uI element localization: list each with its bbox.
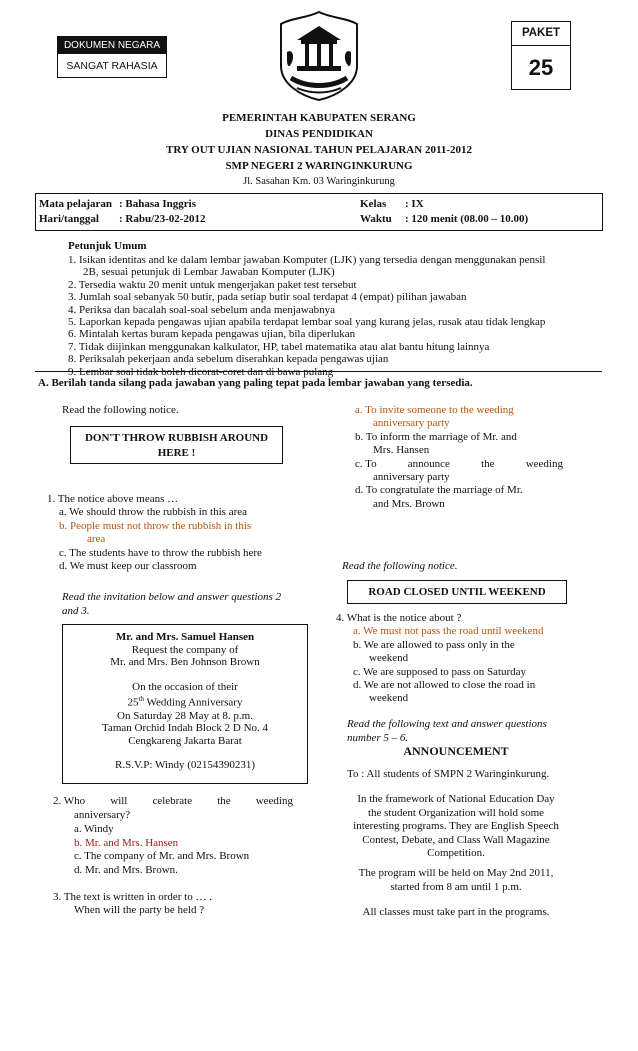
petunjuk-item: 8. Periksalah pekerjaan anda sebelum diserahkan kepada pengawas ujian <box>68 353 389 366</box>
petunjuk-item: 1. Isikan identitas and ke dalam lembar jawaban Komputer (LJK) yang tersedia dengan menggunakan pensil <box>68 254 546 266</box>
kabupaten-serang-logo <box>267 8 371 104</box>
rubbish-notice-line-1: DON'T THROW RUBBISH AROUND <box>84 432 269 444</box>
announcement-paragraph-2: The program will be held on May 2nd 2011, started from 8 am until 1 p.m. <box>358 867 554 893</box>
petunjuk-title: Petunjuk Umum <box>68 240 147 252</box>
class-value: : IX <box>405 198 424 210</box>
question-1-stem: 1. The notice above means … <box>47 493 179 505</box>
exam-info-box <box>35 193 603 231</box>
q2-option-b[interactable]: b. Mr. and Mrs. Hansen <box>74 836 179 849</box>
invitation-anniversary: 25th Wedding Anniversary <box>127 695 243 710</box>
q2-option-a[interactable]: a. Windy <box>74 823 114 836</box>
paket-label: PAKET <box>521 27 561 39</box>
road-closed-notice-box <box>347 580 567 604</box>
invitation-date: On Saturday 28 May at 8. p.m. <box>117 709 253 722</box>
q1-option-b-cont: area <box>87 533 106 546</box>
class-label: Kelas <box>360 198 387 210</box>
q4-option-d[interactable]: d. We are not allowed to close the road in <box>353 679 536 692</box>
petunjuk-item: 2B, sesuai petunjuk di Lembar Jawaban Komputer (LJK) <box>83 266 335 279</box>
question-1 <box>47 493 307 573</box>
road-closed-notice-text: ROAD CLOSED UNTIL WEEKEND <box>368 586 546 598</box>
rubbish-notice-line-2: HERE ! <box>157 447 196 459</box>
q3-option-d[interactable]: d. To congratulate the marriage of Mr. <box>355 484 523 497</box>
q4-option-a[interactable]: a. We must not pass the road until weekend <box>353 625 544 638</box>
invitation-place-1: Taman Orchid Indah Block 2 D No. 4 <box>101 722 269 735</box>
date-label: Hari/tanggal <box>39 213 99 225</box>
header-line-2: DINAS PENDIDIKAN <box>265 128 373 140</box>
question-2: 2. Who will celebrate the weeding anniversary? a. Windy b. Mr. and Mrs. Hansen c. The company of Mr. and Mrs. Brown d. Mr. and Mrs. Brown. <box>53 795 293 876</box>
petunjuk-item: 6. Mintalah kertas buram kepada pengawas ujian, bila diperlukan <box>68 328 356 341</box>
invitation-rsvp: R.S.V.P: Windy (02154390231) <box>114 759 256 772</box>
badge-sangat-rahasia: SANGAT RAHASIA <box>66 60 158 72</box>
read-notice-2-instruction: Read the following notice. <box>342 560 458 572</box>
read-text-instruction: Read the following text and answer questions number 5 – 6. <box>347 718 547 744</box>
petunjuk-item: 3. Jumlah soal sebanyak 50 butir, pada setiap butir soal terdapat 4 (empat) pilihan jawaban <box>68 291 467 304</box>
q2-option-d[interactable]: d. Mr. and Mrs. Brown. <box>74 863 178 876</box>
announcement-title: ANNOUNCEMENT <box>403 744 509 758</box>
time-value: : 120 menit (08.00 – 10.00) <box>405 213 529 225</box>
q1-option-b[interactable]: b. People must not throw the rubbish in this <box>59 519 252 532</box>
document-classification-badge <box>57 36 167 78</box>
invitation-card <box>62 624 308 784</box>
petunjuk-item: 5. Laporkan kepada pengawas ujian apabila terdapat lembar soal yang kurang jelas, rusak atau tidak lengkap <box>68 316 546 329</box>
invitation-hosts: Mr. and Mrs. Samuel Hansen <box>115 631 255 643</box>
petunjuk-item: 7. Tidak diijinkan menggunakan kalkulator, HP, tabel matematika atau alat bantu hitung lainnya <box>68 340 490 353</box>
badge-dokumen-negara: DOKUMEN NEGARA <box>58 37 166 54</box>
announcement-paragraph-1: In the framework of National Education Day the student Organization will hold some interesting programs. They are English Speech Contest, Debate, and Class Wall Magazine Competition. <box>353 793 559 860</box>
q4-option-c[interactable]: c. We are supposed to pass on Saturday <box>353 665 527 678</box>
subject-label: Mata pelajaran <box>39 198 113 210</box>
invitation-occasion: On the occasion of their <box>132 680 238 693</box>
question-3-options: a. To invite someone to the weeding anniversary party b. To inform the marriage of Mr. and Mrs. Hansen c. To announce the weeding anniversary party d. To congratulate the marriage of Mr. and Mrs. Brown <box>355 404 563 510</box>
q3-option-b[interactable]: b. To inform the marriage of Mr. and <box>355 430 517 443</box>
paket-box <box>511 21 571 90</box>
announcement-to: To : All students of SMPN 2 Waringinkurung. <box>347 768 550 780</box>
header-line-3: TRY OUT UJIAN NASIONAL TAHUN PELAJARAN 2011-2012 <box>165 144 473 156</box>
subject-value: : Bahasa Inggris <box>119 198 197 210</box>
paket-number: 25 <box>528 55 554 80</box>
question-4: 4. What is the notice about ? a. We must not pass the road until weekend b. We are allowed to pass only in the weekend c. We are supposed to pass on Saturday d. We are not allowed to close the road in weekend <box>336 612 566 706</box>
q4-option-b[interactable]: b. We are allowed to pass only in the <box>353 638 515 651</box>
section-a-instruction: A. Berilah tanda silang pada jawaban yang paling tepat pada lembar jawaban yang tersedia. <box>38 377 473 389</box>
header-title-block <box>110 110 528 190</box>
question-2-stem: 2. Who will celebrate the weeding <box>53 795 293 807</box>
rubbish-notice-box <box>70 426 283 464</box>
question-3 <box>53 891 212 918</box>
header-line-4: SMP NEGERI 2 WARINGINKURUNG <box>225 160 413 172</box>
q1-option-c[interactable]: c. The students have to throw the rubbish here <box>59 546 262 559</box>
petunjuk-list <box>68 254 608 378</box>
date-value: : Rabu/23-02-2012 <box>119 213 206 225</box>
announcement-paragraph-3: All classes must take part in the programs. <box>362 906 550 918</box>
q1-option-d[interactable]: d. We must keep our classroom <box>59 560 197 573</box>
question-3-followup: When will the party be held ? <box>74 904 205 917</box>
petunjuk-item: 4. Periksa dan bacalah soal-soal sebelum anda menjawabnya <box>68 303 335 316</box>
petunjuk-item: 2. Tersedia waktu 20 menit untuk mengerjakan paket test tersebut <box>68 278 357 291</box>
read-invitation-instruction: Read the invitation below and answer questions 2 and 3. <box>62 591 282 617</box>
section-divider <box>35 371 602 372</box>
q1-option-a[interactable]: a. We should throw the rubbish in this area <box>59 506 248 519</box>
invitation-guests: Mr. and Mrs. Ben Johnson Brown <box>110 656 260 669</box>
header-line-1: PEMERINTAH KABUPATEN SERANG <box>222 112 416 124</box>
invitation-place-2: Cengkareng Jakarta Barat <box>128 734 242 747</box>
question-4-stem: 4. What is the notice about ? <box>336 612 462 624</box>
q3-option-a[interactable]: a. To invite someone to the weeding <box>355 404 514 416</box>
petunjuk-umum <box>68 240 608 378</box>
question-3-stem: 3. The text is written in order to … . <box>53 891 212 903</box>
invitation-request: Request the company of <box>131 643 239 656</box>
read-notice-instruction: Read the following notice. <box>62 404 179 416</box>
q3-option-c[interactable]: c. To announce the weeding <box>355 457 563 470</box>
time-label: Waktu <box>360 213 392 225</box>
q2-option-c[interactable]: c. The company of Mr. and Mrs. Brown <box>74 850 250 863</box>
header-address: Jl. Sasahan Km. 03 Waringinkurung <box>243 176 395 187</box>
